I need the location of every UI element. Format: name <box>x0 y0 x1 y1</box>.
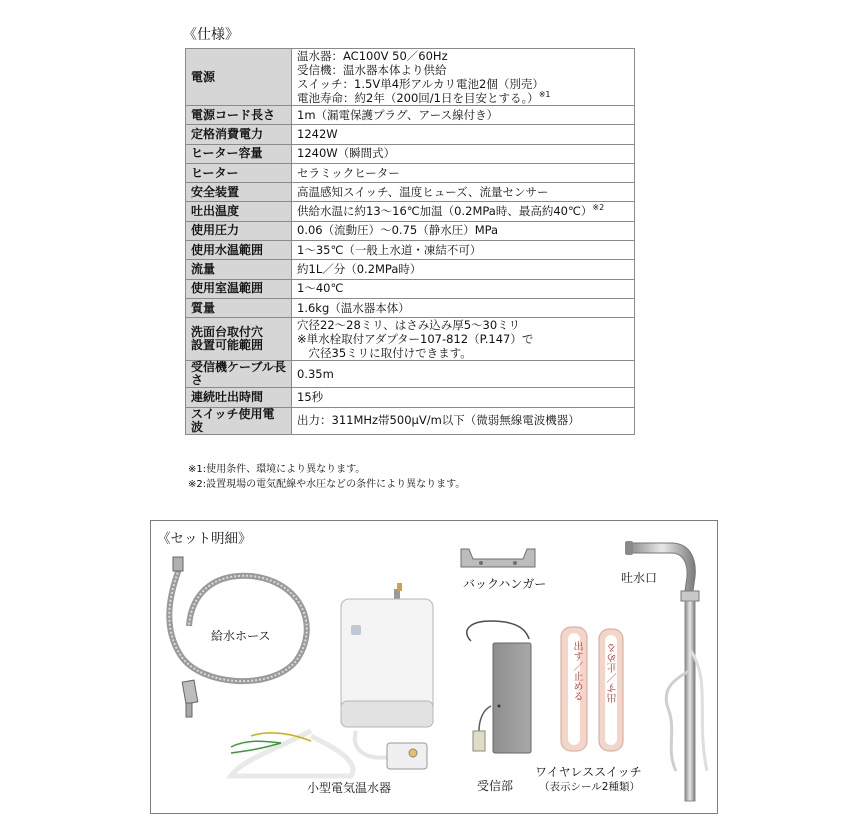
spec-key: 連続吐出時間 <box>186 388 292 407</box>
label-wireless-switch: ワイヤレススイッチ <box>535 765 642 779</box>
set-contents-box <box>150 520 718 814</box>
spec-key: 使用室温範囲 <box>186 279 292 298</box>
spec-key: 質量 <box>186 298 292 317</box>
spec-line: スイッチ：1.5V単4形アルカリ電池2個（別売） <box>297 77 544 91</box>
table-row <box>186 125 635 144</box>
spec-key: 使用圧力 <box>186 221 292 240</box>
receiver-image <box>467 621 531 753</box>
spec-value: 約1L／分（0.2MPa時） <box>292 260 635 279</box>
spec-key: 受信機ケーブル長さ <box>186 361 292 388</box>
table-row <box>186 407 635 434</box>
table-row <box>186 221 635 240</box>
label-back-hanger: バックハンガー <box>463 577 547 591</box>
table-row <box>186 49 635 106</box>
spec-value: 1240W（瞬間式） <box>292 144 635 163</box>
spec-line: 穴径22～28ミリ、はさみ込み厚5～30ミリ <box>297 318 521 333</box>
spec-value: セラミックヒーター <box>292 163 635 182</box>
footnote-mark: ※1 <box>538 90 551 100</box>
spec-title: 《仕様》 <box>183 27 239 43</box>
spec-value: 1.6kg（温水器本体） <box>292 298 635 317</box>
label-water-heater: 小型電気温水器 <box>307 781 392 795</box>
footnote-mark: ※2 <box>592 203 605 213</box>
spec-line: 温水器：AC100V 50／60Hz <box>297 49 448 63</box>
spec-key: ヒーター <box>186 163 292 182</box>
table-row <box>186 183 635 202</box>
spec-key: スイッチ使用電波 <box>186 407 292 434</box>
back-hanger-image <box>461 549 535 567</box>
sticker-text-b: 出す／止める <box>608 643 619 703</box>
spec-value: 高温感知スイッチ、温度ヒューズ、流量センサー <box>292 183 635 202</box>
sticker-text-a: 出す／止める <box>571 641 582 701</box>
table-row <box>186 260 635 279</box>
spec-value-mounting-hole <box>292 318 635 361</box>
label-spout: 吐水口 <box>621 571 658 585</box>
spec-value: 出力：311MHz帯500μV/m以下（微弱無線電波機器） <box>292 407 635 434</box>
spec-key-line: 洗面台取付穴 <box>191 325 264 340</box>
spec-line: ※単水栓取付アダプター107-812（P.147）で <box>297 332 534 347</box>
spec-key: 流量 <box>186 260 292 279</box>
spec-value: 1m（漏電保護プラグ、アース線付き） <box>292 106 635 125</box>
spec-key-line: 設置可能範囲 <box>191 338 264 353</box>
spec-value: 1242W <box>292 125 635 144</box>
spec-key: 定格消費電力 <box>186 125 292 144</box>
spec-value: 1～40℃ <box>292 279 635 298</box>
footnote-1: ※1:使用条件、環境により異なります。 <box>188 464 366 475</box>
spec-key-mounting-hole <box>186 318 292 361</box>
spec-key: 安全装置 <box>186 183 292 202</box>
spec-key: ヒーター容量 <box>186 144 292 163</box>
label-wireless-switch-sub: （表示シール2種類） <box>539 781 640 793</box>
spec-key: 使用水温範囲 <box>186 241 292 260</box>
table-row <box>186 106 635 125</box>
table-row <box>186 163 635 182</box>
spec-value: 0.06（流動圧）～0.75（静水圧）MPa <box>292 221 635 240</box>
spec-value-power <box>292 49 635 106</box>
spec-key-power: 電源 <box>186 49 292 106</box>
label-supply-hose: 給水ホース <box>211 629 271 643</box>
spec-key: 吐出温度 <box>186 202 292 221</box>
spec-value <box>292 202 635 221</box>
table-row <box>186 318 635 361</box>
table-row <box>186 144 635 163</box>
table-row <box>186 202 635 221</box>
table-row <box>186 298 635 317</box>
table-row <box>186 388 635 407</box>
spec-value: 1～35℃（一般上水道・凍結不可） <box>292 241 635 260</box>
spec-line <box>297 91 629 105</box>
spec-table <box>185 48 635 435</box>
table-row <box>186 241 635 260</box>
table-row <box>186 279 635 298</box>
spec-line-text: 電池寿命：約2年（200回/1日を目安とする。） <box>297 91 539 105</box>
spec-line: 受信機：温水器本体より供給 <box>297 63 447 77</box>
spec-key: 電源コード長さ <box>186 106 292 125</box>
set-title: 《セット明細》 <box>157 531 252 547</box>
spec-line: 穴径35ミリに取付けできます。 <box>297 346 472 361</box>
spec-value: 15秒 <box>292 388 635 407</box>
footnote-2: ※2:設置現場の電気配線や水圧などの条件により異なります。 <box>188 479 466 490</box>
table-row <box>186 361 635 388</box>
spec-value-text: 供給水温に約13～16℃加温（0.2MPa時、最高約40℃） <box>297 204 593 219</box>
label-receiver: 受信部 <box>477 779 514 793</box>
spec-value: 0.35m <box>292 361 635 388</box>
